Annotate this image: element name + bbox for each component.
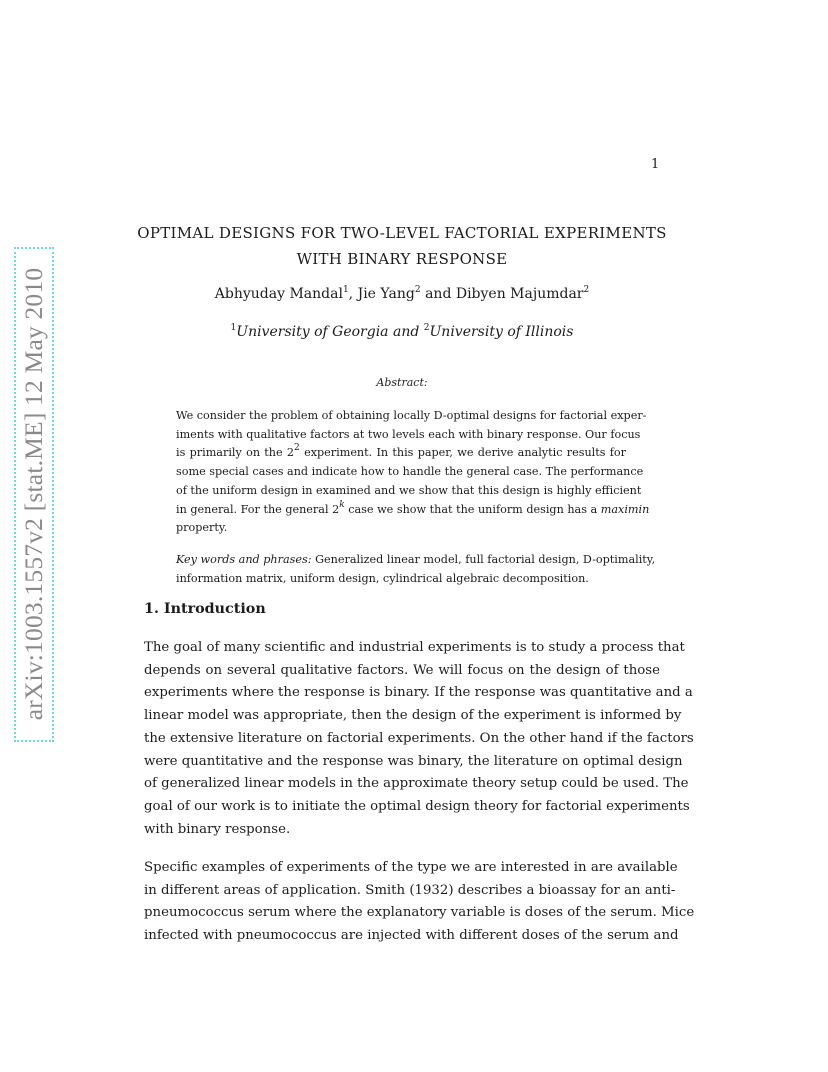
paragraph-line: with binary response. [144, 821, 291, 837]
affiliation-mark: 1 [230, 323, 237, 333]
abstract-body [176, 407, 650, 538]
abstract-line: property. [176, 521, 228, 535]
keywords-line: Key words and phrases: Generalized linear model, full factorial design, D-optimality, [176, 553, 656, 566]
intro-paragraph-2 [144, 857, 695, 948]
paragraph-line: the extensive literature on factorial experiments. On the other hand if the factors [144, 730, 694, 746]
paper-title [100, 220, 704, 272]
abstract-line: We consider the problem of obtaining locally D-optimal designs for factorial exper- [176, 409, 647, 422]
author-name: Jie Yang [357, 286, 415, 302]
paragraph-line: Specific examples of experiments of the type we are interested in are available [144, 860, 678, 875]
author-affiliation-mark: 1 [342, 285, 349, 295]
paragraph-line: in different areas of application. Smith (1932) describes a bioassay for an anti- [144, 882, 676, 898]
paragraph-line: pneumococcus serum where the explanatory variable is doses of the serum. Mice [144, 905, 695, 921]
abstract-line: iments with qualitative factors at two levels each with binary response. Our focus [176, 427, 641, 441]
affiliation-name: University of Illinois [429, 324, 574, 340]
author-name: Abhyuday Mandal [214, 286, 343, 302]
abstract-heading: Abstract: [376, 376, 428, 389]
title-line-1: OPTIMAL DESIGNS FOR TWO-LEVEL FACTORIAL EXPERIMENTS [137, 224, 667, 242]
keywords-line: information matrix, uniform design, cylindrical algebraic decomposition. [176, 571, 589, 585]
paragraph-line: The goal of many scientific and industrial experiments is to study a process that [144, 640, 685, 655]
abstract-line: of the uniform design in examined and we show that this design is highly efficient [176, 483, 642, 497]
keywords-label: Key words and phrases: [176, 553, 312, 566]
author-affiliation-mark: 2 [583, 285, 590, 295]
arxiv-identifier: arXiv:1003.1557v2 [stat.ME] 12 May 2010 [19, 267, 48, 721]
abstract-line: is primarily on the $2^2$ experiment. In this paper, we derive analytic results for [176, 443, 626, 460]
abstract-line: in general. For the general 2$^k$ case we show that the uniform design has a maximin [176, 499, 650, 516]
author-separator: and [420, 286, 456, 302]
author-name: Dibyen Majumdar [455, 286, 584, 302]
affiliations [150, 324, 654, 340]
section-heading: 1. Introduction [144, 601, 266, 617]
affiliation-mark: 2 [423, 323, 430, 333]
paragraph-line: of generalized linear models in the approximate theory setup could be used. The [144, 776, 689, 792]
paragraph-line: experiments where the response is binary. If the response was quantitative and a [144, 685, 693, 701]
affiliation-name: University of Georgia and [236, 324, 424, 340]
keywords [176, 551, 656, 588]
author-affiliation-mark: 2 [414, 285, 421, 295]
author-separator: , [348, 286, 358, 302]
intro-paragraph-1 [144, 637, 694, 841]
title-line-2: WITH BINARY RESPONSE [296, 250, 508, 268]
paragraph-line: infected with pneumococcus are injected with different doses of the serum and [144, 928, 679, 944]
paragraph-line: depends on several qualitative factors. We will focus on the design of those [144, 662, 660, 678]
author-list [150, 286, 654, 302]
paragraph-line: were quantitative and the response was binary, the literature on optimal design [144, 753, 683, 769]
paragraph-line: linear model was appropriate, then the design of the experiment is informed by [144, 708, 682, 724]
paragraph-line: goal of our work is to initiate the optimal design theory for factorial experiments [144, 798, 690, 814]
abstract-line: some special cases and indicate how to handle the general case. The performance [176, 465, 644, 479]
page-number: 1 [651, 157, 660, 172]
